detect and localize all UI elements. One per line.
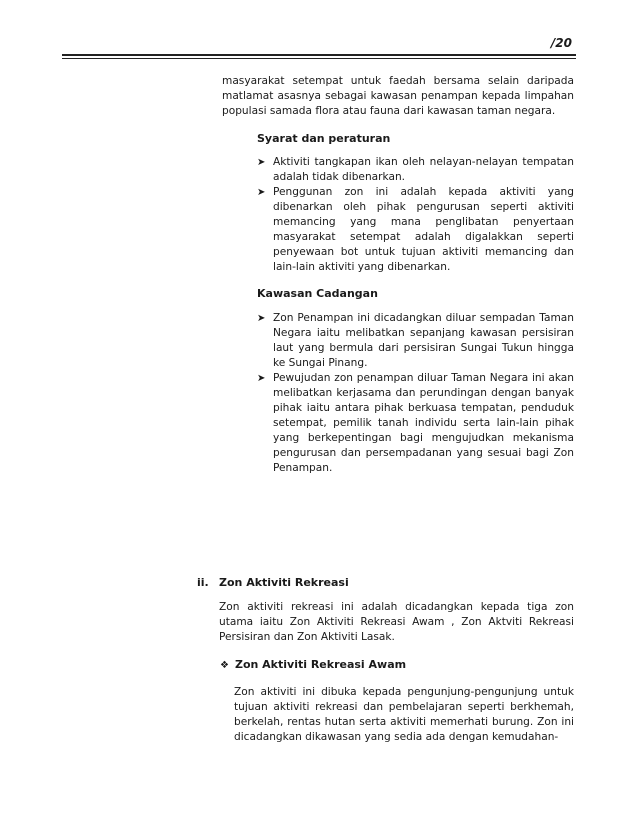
section-ii-paragraph: Zon aktiviti rekreasi ini adalah dicadangkan kepada tiga zon utama iaitu Zon Aktiviti Rekreasi Awam , Zon Aktviti Rekreasi Persisiran dan Zon Aktiviti Lasak. xyxy=(219,601,574,643)
list-item xyxy=(257,185,574,275)
rekreasi-awam-heading-text: Zon Aktiviti Rekreasi Awam xyxy=(234,658,407,671)
arrow-bullet-icon: ➤ xyxy=(257,157,266,168)
rekreasi-awam-paragraph: Zon aktiviti ini dibuka kepada pengunjung-pengunjung untuk tujuan aktiviti rekreasi dan pembelajaran seperti berkhemah, berkelah, rentas hutan serta aktiviti memerhati burung. Zon ini dicadangkan dikawasan yang sedia ada dengan kemudahan- xyxy=(234,686,574,743)
arrow-bullet-icon: ➤ xyxy=(257,187,266,198)
syarat-heading: Syarat dan peraturan xyxy=(257,132,391,145)
list-item xyxy=(257,155,574,185)
section-title-text: Zon Aktiviti Rekreasi xyxy=(219,576,349,589)
arrow-bullet-icon: ➤ xyxy=(257,373,266,384)
kawasan-heading: Kawasan Cadangan xyxy=(257,287,378,300)
list-item-text: Penggunan zon ini adalah kepada aktiviti yang dibenarkan oleh pihak pengurusan seperti aktiviti memancing yang mana penglibatan penyertaan masyarakat setempat adalah digalakkan seperti penyewaan bot untuk tujuan aktiviti memancing dan lain-lain aktiviti yang dibenarkan. xyxy=(273,186,574,273)
page-number: /20 xyxy=(550,36,572,50)
list-item xyxy=(257,371,574,476)
list-item-text: Pewujudan zon penampan diluar Taman Negara ini akan melibatkan kerjasama dan perundingan dengan banyak pihak iaitu antara pihak berkuasa tempatan, penduduk setempat, pemilik tanah individu serta lain-lain pihak yang berkepentingan bagi mengujudkan mekanisma pengurusan dan persempadanan yang sesuai bagi Zon Penampan. xyxy=(273,372,574,474)
list-item xyxy=(257,311,574,371)
header-rule xyxy=(62,54,576,59)
list-item-text: Aktiviti tangkapan ikan oleh nelayan-nelayan tempatan adalah tidak dibenarkan. xyxy=(273,156,574,183)
section-number: ii. xyxy=(197,576,209,589)
intro-paragraph: masyarakat setempat untuk faedah bersama selain daripada matlamat asasnya sebagai kawasan penampan kepada limpahan populasi samada flora atau fauna dari kawasan taman negara. xyxy=(222,75,574,117)
kawasan-list xyxy=(257,311,574,476)
list-item-text: Zon Penampan ini dicadangkan diluar sempadan Taman Negara iaitu melibatkan sepanjang kawasan persisiran laut yang bermula dari persisiran Sungai Tukun hingga ke Sungai Pinang. xyxy=(273,312,574,369)
syarat-list xyxy=(257,155,574,275)
section-ii-title xyxy=(197,575,349,590)
rekreasi-awam-heading xyxy=(220,657,406,673)
diamond-bullet-icon: ❖ xyxy=(220,660,229,671)
arrow-bullet-icon: ➤ xyxy=(257,313,266,324)
